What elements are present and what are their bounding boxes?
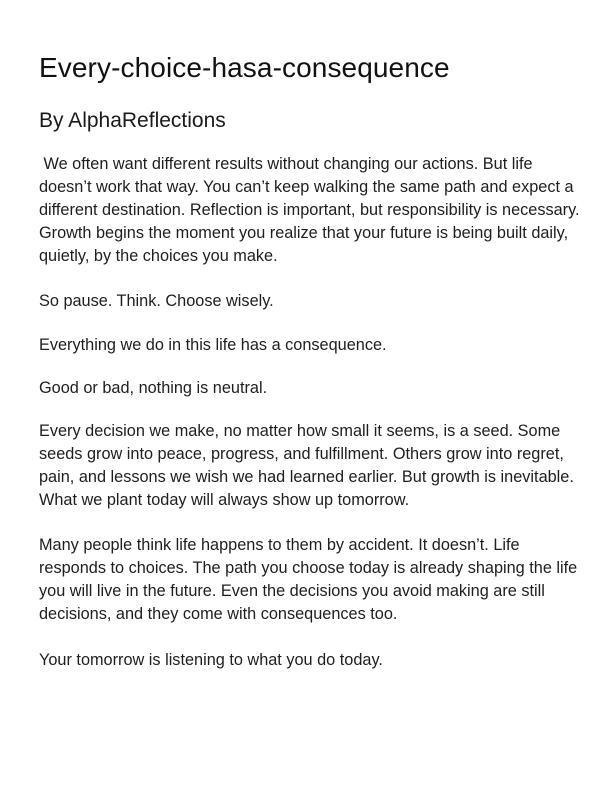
paragraph-consequence: Everything we do in this life has a consequence.	[39, 335, 387, 354]
paragraph-pause: So pause. Think. Choose wisely.	[39, 292, 274, 311]
paragraph-tomorrow: Your tomorrow is listening to what you do today.	[39, 650, 383, 669]
document-body	[39, 153, 585, 672]
author-byline: By AlphaReflections	[39, 109, 226, 132]
paragraph-intro: We often want different results without changing our actions. But life doesn’t work that way. You can’t keep walking the same path and expect a different destination. Reflection is important, but responsibility is necessary. Growth begins the moment you realize that your future is being built daily, quietly, by the choices you make.	[39, 155, 585, 266]
document-title: Every-choice-hasa-consequence	[39, 52, 450, 83]
paragraph-neutral: Good or bad, nothing is neutral.	[39, 378, 268, 397]
paragraph-seeds: Every decision we make, no matter how small it seems, is a seed. Some seeds grow into peace, progress, and fulfillment. Others grow into regret, pain, and lessons we wish we had learned earlier. But growth is inevitable. What we plant today will always show up tomorrow.	[39, 421, 579, 510]
paragraph-choices: Many people think life happens to them by accident. It doesn’t. Life responds to choices. The path you choose today is already shaping the life you will live in the future. Even the decisions you avoid making are still decisions, and they come with consequences too.	[39, 536, 582, 624]
